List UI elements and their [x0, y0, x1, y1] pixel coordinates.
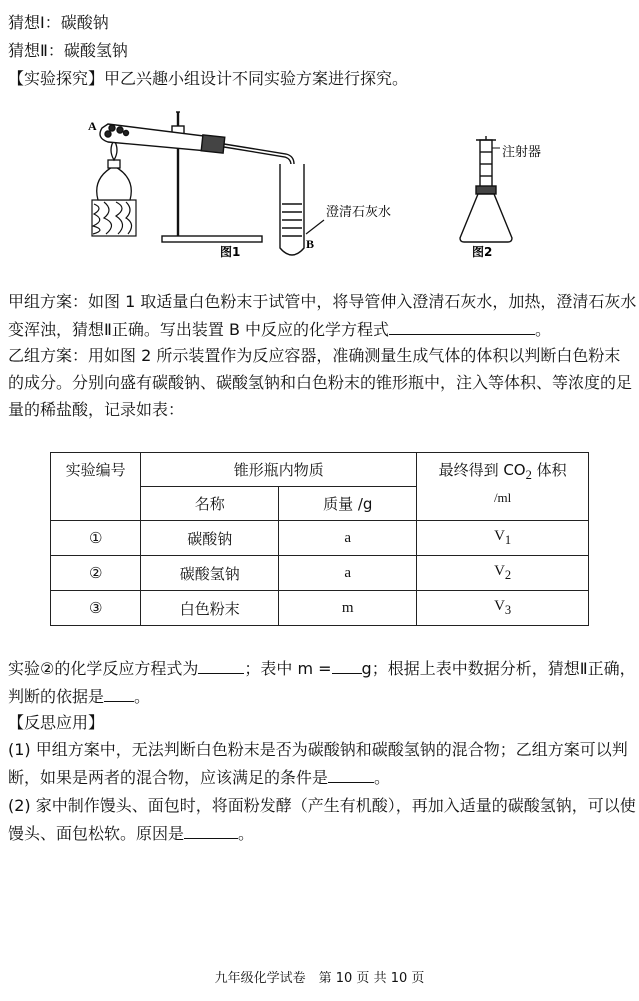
page-footer: 九年级化学试卷 第 10 页 共 10 页 [214, 971, 425, 986]
header-id: 实验编号 [51, 453, 141, 521]
cell-mass: a [279, 521, 417, 556]
hypothesis-1 [8, 13, 109, 33]
header-substance: 锥形瓶内物质 [141, 453, 417, 487]
alcohol-lamp [97, 140, 132, 200]
cell-volume: $V_3$ [417, 591, 589, 626]
hypothesis-label: 猜想Ⅰ： [8, 13, 61, 32]
group-a-end: 。 [535, 320, 552, 339]
cell-name: 碳酸氢钠 [141, 556, 279, 591]
hypothesis-label: 猜想Ⅱ： [8, 41, 64, 60]
answer-blank[interactable] [332, 658, 362, 674]
answer-blank[interactable] [198, 658, 244, 674]
header-volume: 最终得到 $CO_2$ 体积 /ml [417, 453, 589, 521]
question-line2: 判断的依据是 。 [8, 687, 151, 706]
table-header-row [51, 453, 589, 487]
cell-volume: $V_1$ [417, 521, 589, 556]
reflection-heading: 【反思应用】 [8, 713, 105, 732]
group-b-line3: 量的稀盐酸，记录如表： [8, 400, 185, 419]
wood-block [92, 200, 136, 236]
group-a-text: 变浑浊，猜想Ⅱ正确。写出装置 B 中反应的化学方程式 [8, 320, 390, 339]
answer-blank[interactable] [104, 686, 134, 702]
limewater-label: 澄清石灰水 [326, 205, 392, 220]
experiment-heading: 【实验探究】甲乙兴趣小组设计不同实验方案进行探究。 [8, 69, 409, 88]
reflection-q2-line2: 馒头、面包松软。原因是 。 [8, 824, 255, 843]
label-b: B [306, 237, 315, 251]
answer-blank[interactable] [328, 767, 374, 783]
hypothesis-value: 碳酸氢钠 [63, 41, 128, 60]
test-tube [100, 124, 225, 153]
cell-id: ③ [51, 591, 141, 626]
header-mass: 质量 /g [279, 487, 417, 521]
apparatus-figure [80, 108, 560, 268]
table-row [51, 521, 589, 556]
arrow-icon [306, 220, 324, 234]
group-b-line2: 的成分。分别向盛有碳酸钠、碳酸氢钠和白色粉末的锥形瓶中，注入等体积、等浓度的足 [8, 373, 633, 392]
iron-stand [162, 112, 262, 242]
group-b-line1: 乙组方案：用如图 2 所示装置作为反应容器，准确测量生成气体的体积以判断白色粉末 [8, 346, 621, 365]
cell-mass: a [279, 556, 417, 591]
reflection-q1-line1: (1) 甲组方案中，无法判断白色粉末是否为碳酸钠和碳酸氢钠的混合物；乙组方案可以判 [8, 740, 628, 759]
syringe-label: 注射器 [502, 145, 542, 160]
cell-id: ① [51, 521, 141, 556]
header-name: 名称 [141, 487, 279, 521]
cell-volume: $V_2$ [417, 556, 589, 591]
limewater-tube [280, 164, 304, 255]
table-row [51, 556, 589, 591]
table-row [51, 591, 589, 626]
reflection-q2-line1: (2) 家中制作馒头、面包时，将面粉发酵（产生有机酸），再加入适量的碳酸氢钠，可以使 [8, 796, 636, 815]
group-a-line2 [8, 319, 551, 340]
cell-mass: m [279, 591, 417, 626]
cell-name: 碳酸钠 [141, 521, 279, 556]
results-table [50, 452, 589, 626]
label-a: A [88, 119, 97, 133]
cell-id: ② [51, 556, 141, 591]
cell-name: 白色粉末 [141, 591, 279, 626]
reflection-q1-line2: 断，如果是两者的混合物，应该满足的条件是 。 [8, 768, 391, 787]
group-a-line1: 甲组方案：如图 1 取适量白色粉末于试管中，将导管伸入澄清石灰水，加热，澄清石灰水 [8, 292, 637, 311]
fig1-label: 图1 [220, 245, 241, 259]
answer-blank[interactable] [389, 319, 535, 335]
hypothesis-2 [8, 41, 128, 61]
question-line1: 实验②的化学反应方程式为 ；表中 m = g；根据上表中数据分析，猜想Ⅱ正确， [8, 659, 636, 678]
fig2-label: 图2 [472, 245, 493, 259]
answer-blank[interactable] [184, 823, 238, 839]
hypothesis-value: 碳酸钠 [60, 13, 109, 32]
